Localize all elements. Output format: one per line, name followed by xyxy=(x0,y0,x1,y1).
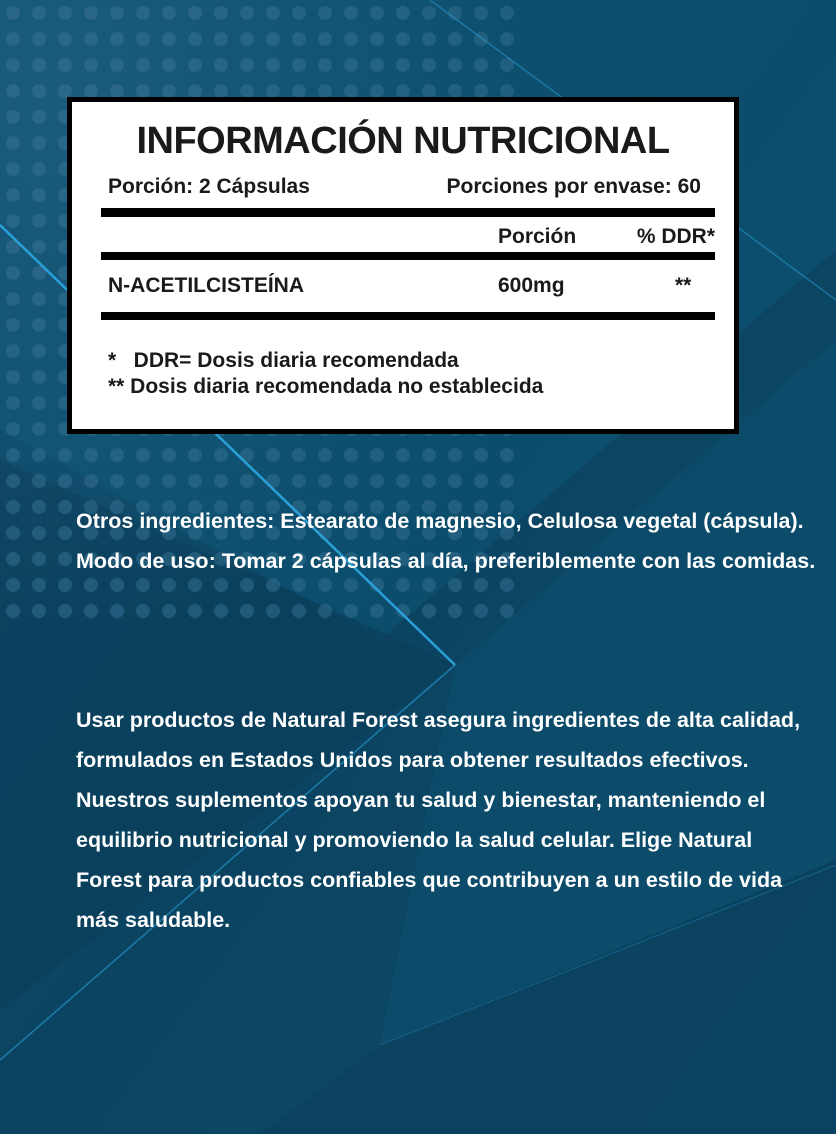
ingredient-amount: 600mg xyxy=(498,274,565,297)
header-portion: Porción xyxy=(498,225,577,248)
header-ddr: % DDR* xyxy=(636,225,715,248)
other-ingredients-text: Otros ingredientes: Estearato de magnesio, Celulosa vegetal (cápsula). xyxy=(76,509,804,533)
divider-thick xyxy=(101,208,715,217)
ingredient-ddr: ** xyxy=(675,274,692,297)
description-block xyxy=(76,700,816,940)
serving-size: Porción: 2 Cápsulas xyxy=(108,175,310,198)
ingredient-name: N-ACETILCISTEÍNA xyxy=(108,274,304,297)
nutrition-facts-panel xyxy=(67,97,739,434)
footnotes xyxy=(108,348,543,400)
usage-text: Modo de uso: Tomar 2 cápsulas al día, preferiblemente con las comidas. xyxy=(76,549,816,573)
nutrition-title: INFORMACIÓN NUTRICIONAL xyxy=(136,120,670,162)
ingredients-usage-block xyxy=(76,501,816,581)
servings-per-container: Porciones por envase: 60 xyxy=(446,175,701,198)
description-text: Usar productos de Natural Forest asegura ingredientes de alta calidad, formulados en Estados Unidos para obtener resultados efectivos. Nuestros suplementos apoyan tu salud y bienestar, manteniendo el equilibrio nutricional y promoviendo la salud celular. Elige Natural Forest para productos confiables que contribuyen a un estilo de vida más saludable. xyxy=(76,708,801,932)
divider-header xyxy=(101,252,715,260)
footnote-ddr: * DDR= Dosis diaria recomendada xyxy=(108,349,459,372)
footnote-not-established: ** Dosis diaria recomendada no establecida xyxy=(108,375,544,398)
divider-bottom xyxy=(101,312,715,320)
